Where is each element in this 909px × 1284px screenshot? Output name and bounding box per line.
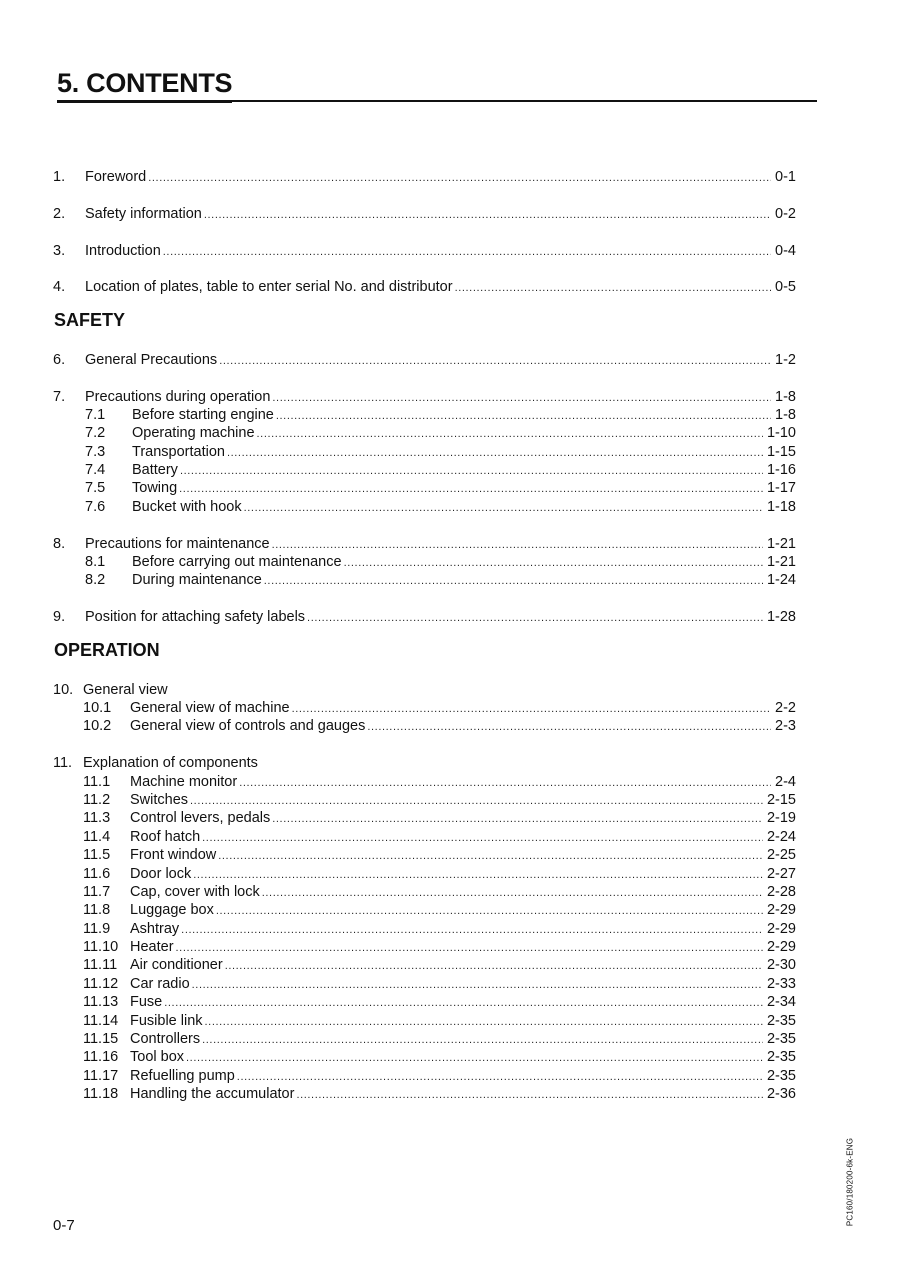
toc-label: Battery xyxy=(132,462,178,479)
toc-page: 2-15 xyxy=(766,791,796,808)
toc-subentry[interactable] xyxy=(53,717,796,735)
toc-page: 2-35 xyxy=(766,1012,796,1029)
toc-subentry[interactable] xyxy=(53,883,796,901)
toc-label: Foreword xyxy=(85,169,147,185)
document-code-text: PC160/180200-6k-ENG xyxy=(845,1137,855,1227)
toc-subentry[interactable] xyxy=(53,809,796,827)
section-heading-operation: OPERATION xyxy=(54,639,160,660)
leader-dots xyxy=(227,444,763,462)
toc-entry[interactable] xyxy=(53,754,796,772)
leader-dots xyxy=(181,921,763,939)
toc-subentry[interactable] xyxy=(53,846,796,864)
toc-number: 8. xyxy=(53,535,66,552)
toc-number: 1. xyxy=(53,169,66,185)
toc-number: 10. xyxy=(53,681,74,698)
toc-subentry[interactable] xyxy=(53,1048,796,1066)
toc-subentry[interactable] xyxy=(53,920,796,938)
toc-page: 1-8 xyxy=(775,388,796,405)
toc-page: 0-4 xyxy=(775,242,796,259)
toc-label: Heater xyxy=(130,939,174,956)
toc-label: Luggage box xyxy=(130,902,214,919)
toc-page: 1-16 xyxy=(766,462,796,479)
toc-number: 7.1 xyxy=(85,406,106,423)
toc-subentry[interactable] xyxy=(53,1030,796,1048)
toc-label: Ashtray xyxy=(130,920,180,937)
toc-subentry[interactable] xyxy=(53,938,796,956)
toc-label: Front window xyxy=(130,847,217,864)
leader-dots xyxy=(164,994,763,1012)
toc-subentry[interactable] xyxy=(53,1012,796,1030)
toc-page: 0-5 xyxy=(775,279,796,296)
toc-number: 8.2 xyxy=(85,572,106,589)
leader-dots xyxy=(292,700,771,718)
leader-dots xyxy=(264,572,763,590)
subentries-11 xyxy=(53,773,796,1104)
toc-label: Cap, cover with lock xyxy=(130,883,260,900)
leader-dots xyxy=(257,425,763,443)
toc-subentry[interactable] xyxy=(53,1067,796,1085)
toc-number: 11.1 xyxy=(83,773,111,790)
leader-dots xyxy=(202,829,763,847)
title-rule xyxy=(57,66,817,102)
toc-subentry[interactable] xyxy=(53,699,796,717)
toc-subentry[interactable] xyxy=(53,956,796,974)
toc-entry[interactable] xyxy=(53,205,796,223)
toc-subentry[interactable] xyxy=(53,443,796,461)
toc-number: 7.4 xyxy=(85,462,106,479)
leader-dots xyxy=(239,774,771,792)
toc-label: Introduction xyxy=(85,242,161,259)
leader-dots xyxy=(192,976,763,994)
toc-number: 7. xyxy=(53,388,66,405)
toc-label: Safety information xyxy=(85,205,202,222)
page-number: 0-7 xyxy=(53,1217,75,1234)
toc-page: 1-17 xyxy=(766,480,796,497)
toc-number: 10.1 xyxy=(83,699,112,716)
toc-page: 2-35 xyxy=(766,1031,796,1048)
toc-page: 2-33 xyxy=(766,975,796,992)
toc-entry[interactable] xyxy=(53,681,796,699)
toc-number: 7.5 xyxy=(85,480,106,497)
toc-label: General view xyxy=(83,681,168,698)
toc-page: 1-15 xyxy=(766,443,796,460)
toc-page: 2-4 xyxy=(775,773,796,790)
toc-number: 11.12 xyxy=(83,975,119,992)
toc-label: Control levers, pedals xyxy=(130,810,271,827)
leader-dots xyxy=(204,206,771,224)
leader-dots xyxy=(219,352,771,370)
toc-subentry[interactable] xyxy=(53,461,796,479)
toc-page: 2-28 xyxy=(766,883,796,900)
toc-label: Roof hatch xyxy=(130,828,201,845)
leader-dots xyxy=(179,480,763,498)
toc-number: 3. xyxy=(53,242,66,259)
toc-entry[interactable] xyxy=(53,388,796,406)
toc-page: 2-29 xyxy=(766,902,796,919)
toc-page: 2-29 xyxy=(766,939,796,956)
leader-dots xyxy=(180,462,763,480)
toc-label: Before starting engine xyxy=(132,406,274,423)
toc-subentry[interactable] xyxy=(53,828,796,846)
toc-label: Handling the accumulator xyxy=(130,1086,295,1103)
toc-page: 2-27 xyxy=(766,865,796,882)
toc-number: 7.2 xyxy=(85,425,106,442)
toc-number: 11.10 xyxy=(83,939,119,956)
leader-dots xyxy=(276,407,771,425)
leader-dots xyxy=(296,1086,763,1104)
toc-subentry[interactable] xyxy=(53,865,796,883)
toc-label: Position for attaching safety labels xyxy=(85,609,306,626)
toc-page: 1-2 xyxy=(775,351,796,368)
section-heading-safety: SAFETY xyxy=(54,309,126,330)
toc-label: Precautions for maintenance xyxy=(85,535,270,552)
toc-page: 0-1 xyxy=(775,169,796,185)
toc-subentry[interactable] xyxy=(53,1085,796,1103)
toc-page: 1-10 xyxy=(766,425,796,442)
toc-page: 2-19 xyxy=(766,810,796,827)
leader-dots xyxy=(190,792,763,810)
toc-page: 1-28 xyxy=(766,609,796,626)
toc-number: 2. xyxy=(53,205,66,222)
toc-page: 1-8 xyxy=(775,406,796,423)
toc-label: Transportation xyxy=(132,443,225,460)
toc-number: 7.6 xyxy=(85,498,106,515)
leader-dots xyxy=(367,718,771,736)
toc-number: 11.8 xyxy=(83,902,111,919)
leader-dots xyxy=(307,609,763,627)
toc-subentry[interactable] xyxy=(53,975,796,993)
toc-page: 1-21 xyxy=(766,554,796,571)
toc-entry[interactable] xyxy=(53,278,796,296)
toc-label: Fusible link xyxy=(130,1012,203,1029)
toc-label: Explanation of components xyxy=(83,755,258,772)
toc-subentry[interactable] xyxy=(53,791,796,809)
toc-label: Switches xyxy=(130,791,189,808)
toc-number: 11.3 xyxy=(83,810,111,827)
leader-dots xyxy=(272,536,763,554)
toc-number: 11.2 xyxy=(83,791,111,808)
toc-page: 2-35 xyxy=(766,1049,796,1066)
toc-label: General view of controls and gauges xyxy=(130,718,366,735)
toc-number: 11. xyxy=(53,755,73,772)
toc-subentry[interactable] xyxy=(53,571,796,589)
toc-subentry[interactable] xyxy=(53,406,796,424)
toc-page: 2-24 xyxy=(766,828,796,845)
toc-page: 2-3 xyxy=(775,718,796,735)
toc-number: 10.2 xyxy=(83,718,112,735)
toc-page: 2-35 xyxy=(766,1067,796,1084)
toc-number: 11.13 xyxy=(83,994,119,1011)
toc-number: 11.5 xyxy=(83,847,111,864)
toc-number: 4. xyxy=(53,279,66,296)
toc-number: 11.9 xyxy=(83,920,111,937)
toc-number: 11.6 xyxy=(83,865,111,882)
toc-entry[interactable] xyxy=(53,608,796,626)
toc-label: Operating machine xyxy=(132,425,255,442)
leader-dots xyxy=(272,810,763,828)
toc-number: 6. xyxy=(53,351,66,368)
toc-page: 2-29 xyxy=(766,920,796,937)
toc-entry[interactable] xyxy=(53,535,796,553)
leader-dots xyxy=(272,389,771,407)
toc-label: Fuse xyxy=(130,994,163,1011)
toc-number: 11.14 xyxy=(83,1012,119,1029)
toc-label: Refuelling pump xyxy=(130,1067,235,1084)
leader-dots xyxy=(225,957,763,975)
leader-dots xyxy=(163,243,771,261)
toc-label: Door lock xyxy=(130,865,192,882)
toc-number: 11.7 xyxy=(83,883,111,900)
toc-page: 2-30 xyxy=(766,957,796,974)
toc-label: Air conditioner xyxy=(130,957,223,974)
toc-page: 2-2 xyxy=(775,699,796,716)
toc-number: 11.18 xyxy=(83,1086,119,1103)
leader-dots xyxy=(176,939,763,957)
toc-label: General view of machine xyxy=(130,699,290,716)
toc-entry[interactable] xyxy=(53,242,796,260)
document-code xyxy=(844,1130,856,1234)
toc-label: Car radio xyxy=(130,975,190,992)
toc-number: 11.11 xyxy=(83,957,118,974)
toc-number: 11.17 xyxy=(83,1067,119,1084)
toc-label: Towing xyxy=(132,480,178,497)
toc-label: Location of plates, table to enter serial No. and distributor xyxy=(85,279,453,296)
toc-page: 2-25 xyxy=(766,847,796,864)
toc-label: Controllers xyxy=(130,1031,201,1048)
toc-number: 7.3 xyxy=(85,443,106,460)
toc-subentry[interactable] xyxy=(53,424,796,442)
toc-label: Before carrying out maintenance xyxy=(132,554,342,571)
leader-dots xyxy=(193,866,763,884)
subentries-7 xyxy=(53,406,796,516)
toc-page: 0-2 xyxy=(775,205,796,222)
toc-label: Bucket with hook xyxy=(132,498,242,515)
toc-label: Tool box xyxy=(130,1049,185,1066)
toc-subentry[interactable] xyxy=(53,773,796,791)
leader-dots xyxy=(202,1031,763,1049)
toc-page: 1-24 xyxy=(766,572,796,589)
leader-dots xyxy=(237,1068,763,1086)
leader-dots xyxy=(186,1049,763,1067)
toc-entry[interactable] xyxy=(53,168,796,186)
toc-number: 9. xyxy=(53,609,66,626)
toc-page: 2-34 xyxy=(766,994,796,1011)
leader-dots xyxy=(262,884,763,902)
toc-subentry[interactable] xyxy=(53,553,796,571)
toc-subentry[interactable] xyxy=(53,498,796,516)
toc-entry[interactable] xyxy=(53,351,796,369)
toc-subentry[interactable] xyxy=(53,901,796,919)
table-of-contents xyxy=(53,168,796,1104)
leader-dots xyxy=(205,1013,763,1031)
toc-subentry[interactable] xyxy=(53,993,796,1011)
page-title: 5. CONTENTS xyxy=(57,66,232,103)
toc-number: 11.4 xyxy=(83,828,111,845)
leader-dots xyxy=(244,499,763,517)
toc-page: 1-18 xyxy=(766,498,796,515)
leader-dots xyxy=(218,847,763,865)
leader-dots xyxy=(148,169,771,187)
toc-number: 8.1 xyxy=(85,554,106,571)
toc-page: 2-36 xyxy=(766,1086,796,1103)
toc-label: Precautions during operation xyxy=(85,388,271,405)
toc-number: 11.15 xyxy=(83,1031,119,1048)
toc-page: 1-21 xyxy=(766,535,796,552)
toc-label: Machine monitor xyxy=(130,773,238,790)
toc-subentry[interactable] xyxy=(53,479,796,497)
toc-label: General Precautions xyxy=(85,351,218,368)
leader-dots xyxy=(455,279,771,297)
leader-dots xyxy=(216,902,763,920)
leader-dots xyxy=(344,554,763,572)
toc-number: 11.16 xyxy=(83,1049,119,1066)
toc-label: During maintenance xyxy=(132,572,262,589)
